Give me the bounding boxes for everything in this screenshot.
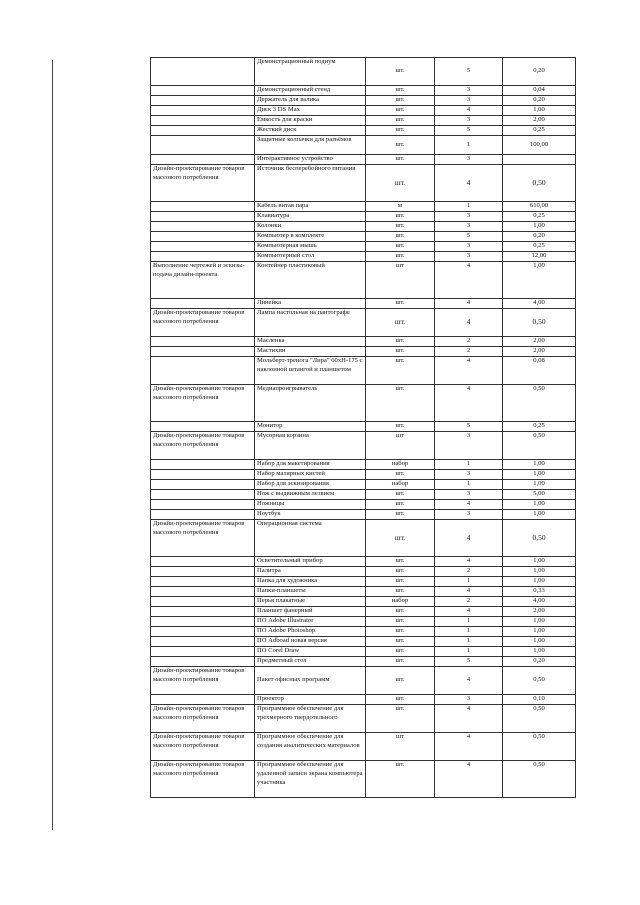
area-cell bbox=[151, 126, 255, 136]
value-cell: 1,00 bbox=[503, 647, 576, 657]
qty-cell: 1 bbox=[435, 647, 503, 657]
table-row bbox=[151, 202, 576, 212]
area-cell bbox=[151, 58, 255, 86]
table-row bbox=[151, 637, 576, 647]
area-cell bbox=[151, 617, 255, 627]
unit-cell: шт. bbox=[366, 136, 435, 155]
qty-cell: 4 bbox=[435, 106, 503, 116]
qty-cell: 4 bbox=[435, 262, 503, 299]
unit-cell: шт. bbox=[366, 567, 435, 577]
item-cell: Мусорная корзина bbox=[255, 432, 366, 460]
value-cell: 1,00 bbox=[503, 627, 576, 637]
qty-cell: 3 bbox=[435, 242, 503, 252]
unit-cell: шт. bbox=[366, 116, 435, 126]
value-cell: 1,00 bbox=[503, 106, 576, 116]
table-row bbox=[151, 347, 576, 357]
item-cell: Предметный стол bbox=[255, 657, 366, 667]
qty-cell: 1 bbox=[435, 627, 503, 637]
unit-cell: шт bbox=[366, 733, 435, 761]
qty-cell: 4 bbox=[435, 761, 503, 798]
table-row bbox=[151, 500, 576, 510]
value-cell: 0,25 bbox=[503, 242, 576, 252]
table-row bbox=[151, 460, 576, 470]
qty-cell: 5 bbox=[435, 657, 503, 667]
qty-cell: 4 bbox=[435, 385, 503, 422]
area-cell: Дизайн-проектирование товаров массового потребления bbox=[151, 667, 255, 695]
area-cell bbox=[151, 222, 255, 232]
qty-cell: 2 bbox=[435, 337, 503, 347]
unit-cell: шт. bbox=[366, 587, 435, 597]
qty-cell: 3 bbox=[435, 116, 503, 126]
value-cell: 5,00 bbox=[503, 490, 576, 500]
qty-cell: 3 bbox=[435, 490, 503, 500]
qty-cell: 1 bbox=[435, 480, 503, 490]
area-cell bbox=[151, 647, 255, 657]
table-row bbox=[151, 222, 576, 232]
unit-cell: шт bbox=[366, 432, 435, 460]
area-cell bbox=[151, 422, 255, 432]
qty-cell: 3 bbox=[435, 252, 503, 262]
table-row bbox=[151, 657, 576, 667]
qty-cell: 1 bbox=[435, 577, 503, 587]
table-row bbox=[151, 733, 576, 761]
qty-cell: 1 bbox=[435, 202, 503, 212]
qty-cell: 3 bbox=[435, 155, 503, 165]
item-cell: ПО Adboad новая версия bbox=[255, 637, 366, 647]
unit-cell: шт. bbox=[366, 357, 435, 385]
unit-cell: набор bbox=[366, 460, 435, 470]
item-cell: Осветительный прибор bbox=[255, 557, 366, 567]
value-cell: 0,33 bbox=[503, 587, 576, 597]
unit-cell: м bbox=[366, 202, 435, 212]
area-cell bbox=[151, 106, 255, 116]
area-cell bbox=[151, 480, 255, 490]
item-cell: Лампа настольная на пантографе bbox=[255, 309, 366, 337]
value-cell: 0,25 bbox=[503, 126, 576, 136]
unit-cell: шт. bbox=[366, 422, 435, 432]
area-cell bbox=[151, 155, 255, 165]
value-cell: 0,50 bbox=[503, 432, 576, 460]
unit-cell: шт. bbox=[366, 607, 435, 617]
item-cell: Ноутбук bbox=[255, 510, 366, 520]
value-cell: 0,50 bbox=[503, 761, 576, 798]
qty-cell: 3 bbox=[435, 86, 503, 96]
qty-cell: 4 bbox=[435, 733, 503, 761]
qty-cell: 2 bbox=[435, 347, 503, 357]
unit-cell: шт. bbox=[366, 637, 435, 647]
qty-cell: 5 bbox=[435, 422, 503, 432]
item-cell: Папки-планшеты bbox=[255, 587, 366, 597]
value-cell: 0,50 bbox=[503, 309, 576, 337]
qty-cell: 1 bbox=[435, 637, 503, 647]
area-cell: Дизайн-проектирование товаров массового потребления bbox=[151, 432, 255, 460]
item-cell: Программное обеспечение для удаленной записи экрана компьютера участника bbox=[255, 761, 366, 798]
item-cell: Источник бесперебойного питания bbox=[255, 165, 366, 202]
value-cell: 100,00 bbox=[503, 136, 576, 155]
table-row bbox=[151, 422, 576, 432]
area-cell bbox=[151, 695, 255, 705]
value-cell: 0,20 bbox=[503, 58, 576, 86]
area-cell: Дизайн-проектирование товаров массового потребления bbox=[151, 385, 255, 422]
unit-cell: шт. bbox=[366, 126, 435, 136]
item-cell: Программное обеспечение для создания аналитических материалов bbox=[255, 733, 366, 761]
qty-cell: 2 bbox=[435, 567, 503, 577]
value-cell: 2,00 bbox=[503, 347, 576, 357]
qty-cell: 4 bbox=[435, 500, 503, 510]
value-cell: 1,00 bbox=[503, 480, 576, 490]
qty-cell: 4 bbox=[435, 705, 503, 733]
area-cell bbox=[151, 212, 255, 222]
item-cell: Клавиатура bbox=[255, 212, 366, 222]
table-row bbox=[151, 212, 576, 222]
table-row bbox=[151, 520, 576, 557]
area-cell bbox=[151, 202, 255, 212]
unit-cell: шт. bbox=[366, 155, 435, 165]
table-row bbox=[151, 617, 576, 627]
item-cell: Емкость для краски bbox=[255, 116, 366, 126]
area-cell: Дизайн-проектирование товаров массового потребления bbox=[151, 520, 255, 557]
unit-cell: шт. bbox=[366, 86, 435, 96]
area-cell bbox=[151, 470, 255, 480]
item-cell: Нож с выдвижным лезвием bbox=[255, 490, 366, 500]
value-cell: 0,20 bbox=[503, 96, 576, 106]
item-cell: Планшет фанерный bbox=[255, 607, 366, 617]
area-cell bbox=[151, 252, 255, 262]
table-row bbox=[151, 490, 576, 500]
unit-cell: шт. bbox=[366, 242, 435, 252]
area-cell bbox=[151, 500, 255, 510]
area-cell bbox=[151, 577, 255, 587]
item-cell: Компьютерная мышь bbox=[255, 242, 366, 252]
value-cell: 0,25 bbox=[503, 422, 576, 432]
qty-cell: 2 bbox=[435, 597, 503, 607]
value-cell: 0,50 bbox=[503, 385, 576, 422]
area-cell bbox=[151, 637, 255, 647]
item-cell: Набор для эскизирования bbox=[255, 480, 366, 490]
table-row bbox=[151, 577, 576, 587]
item-cell: Перья плакатные bbox=[255, 597, 366, 607]
area-cell bbox=[151, 567, 255, 577]
equipment-table bbox=[150, 57, 576, 798]
value-cell: 1,00 bbox=[503, 460, 576, 470]
qty-cell: 5 bbox=[435, 232, 503, 242]
table-row bbox=[151, 567, 576, 577]
table-row bbox=[151, 667, 576, 695]
value-cell: 1,00 bbox=[503, 262, 576, 299]
unit-cell: шт. bbox=[366, 385, 435, 422]
value-cell: 1,00 bbox=[503, 500, 576, 510]
item-cell: Набор малярных кистей bbox=[255, 470, 366, 480]
qty-cell: 4 bbox=[435, 357, 503, 385]
unit-cell: шт. bbox=[366, 627, 435, 637]
unit-cell: шт. bbox=[366, 96, 435, 106]
unit-cell: шт. bbox=[366, 705, 435, 733]
value-cell: 0,50 bbox=[503, 520, 576, 557]
unit-cell: шт. bbox=[366, 252, 435, 262]
value-cell: 4,00 bbox=[503, 597, 576, 607]
item-cell: Демонстрационный стенд bbox=[255, 86, 366, 96]
unit-cell: шт. bbox=[366, 212, 435, 222]
unit-cell: шт. bbox=[366, 299, 435, 309]
item-cell: ПО Adobe Illustrator bbox=[255, 617, 366, 627]
table-row bbox=[151, 232, 576, 242]
area-cell bbox=[151, 510, 255, 520]
value-cell: 1,00 bbox=[503, 510, 576, 520]
table-row bbox=[151, 155, 576, 165]
area-cell: Выполнение чертежей и эскизы-подача дизайн-проекта bbox=[151, 262, 255, 299]
item-cell: Держатель для валика bbox=[255, 96, 366, 106]
value-cell: 0,50 bbox=[503, 733, 576, 761]
qty-cell: 3 bbox=[435, 695, 503, 705]
value-cell: 0,25 bbox=[503, 212, 576, 222]
value-cell: 0,20 bbox=[503, 657, 576, 667]
table-row bbox=[151, 116, 576, 126]
value-cell: 2,00 bbox=[503, 337, 576, 347]
item-cell: ПО Adobe Photoshop bbox=[255, 627, 366, 637]
item-cell: Проектор bbox=[255, 695, 366, 705]
item-cell: Защитные колпачки для разъёмов bbox=[255, 136, 366, 155]
item-cell: Операционная система bbox=[255, 520, 366, 557]
value-cell: 0,10 bbox=[503, 695, 576, 705]
table-row bbox=[151, 627, 576, 637]
unit-cell: шт. bbox=[366, 490, 435, 500]
area-cell bbox=[151, 607, 255, 617]
area-cell bbox=[151, 347, 255, 357]
unit-cell: шт. bbox=[366, 337, 435, 347]
table-row bbox=[151, 357, 576, 385]
item-cell: Линейка bbox=[255, 299, 366, 309]
unit-cell: шт. bbox=[366, 222, 435, 232]
value-cell: 1,00 bbox=[503, 222, 576, 232]
item-cell: Медиапроигрыватель bbox=[255, 385, 366, 422]
table-row bbox=[151, 480, 576, 490]
area-cell bbox=[151, 299, 255, 309]
item-cell: Монитор bbox=[255, 422, 366, 432]
area-cell bbox=[151, 557, 255, 567]
unit-cell: шт. bbox=[366, 695, 435, 705]
table-row bbox=[151, 58, 576, 86]
item-cell: Интерактивное устройство bbox=[255, 155, 366, 165]
area-cell: Дизайн-проектирование товаров массового потребления bbox=[151, 309, 255, 337]
item-cell: Ножницы bbox=[255, 500, 366, 510]
qty-cell: 4 bbox=[435, 587, 503, 597]
item-cell: Программное обеспечение для трехмерного твердотельного bbox=[255, 705, 366, 733]
value-cell: 610,00 bbox=[503, 202, 576, 212]
item-cell: Набор для макетирования bbox=[255, 460, 366, 470]
unit-cell: шт. bbox=[366, 617, 435, 627]
unit-cell: шт. bbox=[366, 577, 435, 587]
value-cell: 1,00 bbox=[503, 637, 576, 647]
item-cell: Колонки bbox=[255, 222, 366, 232]
table-row bbox=[151, 309, 576, 337]
unit-cell: шт. bbox=[366, 520, 435, 557]
qty-cell: 3 bbox=[435, 222, 503, 232]
table-row bbox=[151, 510, 576, 520]
value-cell: 0,50 bbox=[503, 705, 576, 733]
table-row bbox=[151, 607, 576, 617]
unit-cell: шт. bbox=[366, 470, 435, 480]
area-cell bbox=[151, 490, 255, 500]
qty-cell: 4 bbox=[435, 520, 503, 557]
table-row bbox=[151, 385, 576, 422]
area-cell bbox=[151, 357, 255, 385]
area-cell bbox=[151, 116, 255, 126]
area-cell bbox=[151, 136, 255, 155]
table-row bbox=[151, 695, 576, 705]
table-row bbox=[151, 337, 576, 347]
table-row bbox=[151, 262, 576, 299]
table-row bbox=[151, 587, 576, 597]
area-cell bbox=[151, 242, 255, 252]
item-cell: Контейнер пластиковый bbox=[255, 262, 366, 299]
qty-cell: 3 bbox=[435, 212, 503, 222]
table-row bbox=[151, 299, 576, 309]
qty-cell: 4 bbox=[435, 299, 503, 309]
qty-cell: 5 bbox=[435, 58, 503, 86]
unit-cell: шт. bbox=[366, 657, 435, 667]
unit-cell: шт bbox=[366, 262, 435, 299]
item-cell: ПО Corel Draw bbox=[255, 647, 366, 657]
unit-cell: шт. bbox=[366, 106, 435, 116]
value-cell: 2,00 bbox=[503, 116, 576, 126]
value-cell: 0,50 bbox=[503, 165, 576, 202]
qty-cell: 1 bbox=[435, 460, 503, 470]
qty-cell: 4 bbox=[435, 607, 503, 617]
table-row bbox=[151, 557, 576, 567]
qty-cell: 3 bbox=[435, 510, 503, 520]
qty-cell: 4 bbox=[435, 309, 503, 337]
value-cell: 0,04 bbox=[503, 86, 576, 96]
unit-cell: шт. bbox=[366, 58, 435, 86]
table-row bbox=[151, 470, 576, 480]
item-cell: Компьютер в комплекте bbox=[255, 232, 366, 242]
value-cell: 1,00 bbox=[503, 567, 576, 577]
table-row bbox=[151, 86, 576, 96]
item-cell: Кабель витая пара bbox=[255, 202, 366, 212]
item-cell: Мольберт-тренога "Лира" 60хН-175 с наклонной штангой и планшетом bbox=[255, 357, 366, 385]
unit-cell: шт. bbox=[366, 347, 435, 357]
unit-cell: шт. bbox=[366, 232, 435, 242]
qty-cell: 1 bbox=[435, 617, 503, 627]
area-cell bbox=[151, 460, 255, 470]
area-cell: Дизайн-проектирование товаров массового потребления bbox=[151, 705, 255, 733]
qty-cell: 4 bbox=[435, 667, 503, 695]
table-row bbox=[151, 96, 576, 106]
area-cell: Дизайн-проектирование товаров массового потребления bbox=[151, 165, 255, 202]
area-cell bbox=[151, 86, 255, 96]
item-cell: Палитра bbox=[255, 567, 366, 577]
qty-cell: 3 bbox=[435, 96, 503, 106]
item-cell: Мастихин bbox=[255, 347, 366, 357]
item-cell: Диск 3 DS Max bbox=[255, 106, 366, 116]
qty-cell: 3 bbox=[435, 432, 503, 460]
area-cell bbox=[151, 587, 255, 597]
value-cell: 4,00 bbox=[503, 299, 576, 309]
value-cell: 0,50 bbox=[503, 667, 576, 695]
area-cell bbox=[151, 337, 255, 347]
table-row bbox=[151, 252, 576, 262]
value-cell: 0,20 bbox=[503, 232, 576, 242]
value-cell: 1,00 bbox=[503, 470, 576, 480]
table-row bbox=[151, 705, 576, 733]
unit-cell: набор bbox=[366, 597, 435, 607]
unit-cell: шт. bbox=[366, 647, 435, 657]
unit-cell: шт. bbox=[366, 165, 435, 202]
area-cell: Дизайн-проектирование товаров массового потребления bbox=[151, 733, 255, 761]
value-cell bbox=[503, 155, 576, 165]
item-cell: Жесткий диск bbox=[255, 126, 366, 136]
value-cell: 1,00 bbox=[503, 557, 576, 567]
table-row bbox=[151, 761, 576, 798]
area-cell bbox=[151, 657, 255, 667]
unit-cell: шт. bbox=[366, 510, 435, 520]
item-cell: Пакет офисных программ bbox=[255, 667, 366, 695]
item-cell: Масленка bbox=[255, 337, 366, 347]
area-cell: Дизайн-проектирование товаров массового потребления bbox=[151, 761, 255, 798]
unit-cell: шт. bbox=[366, 761, 435, 798]
qty-cell: 5 bbox=[435, 126, 503, 136]
table-row bbox=[151, 647, 576, 657]
qty-cell: 4 bbox=[435, 557, 503, 567]
unit-cell: шт. bbox=[366, 557, 435, 567]
qty-cell: 4 bbox=[435, 165, 503, 202]
area-cell bbox=[151, 597, 255, 607]
qty-cell: 3 bbox=[435, 470, 503, 480]
table-row bbox=[151, 126, 576, 136]
table-row bbox=[151, 106, 576, 116]
value-cell: 1,00 bbox=[503, 617, 576, 627]
value-cell: 1,00 bbox=[503, 577, 576, 587]
table-row bbox=[151, 242, 576, 252]
unit-cell: шт. bbox=[366, 500, 435, 510]
table-row bbox=[151, 136, 576, 155]
unit-cell: шт. bbox=[366, 309, 435, 337]
table-row bbox=[151, 432, 576, 460]
unit-cell: набор bbox=[366, 480, 435, 490]
table-row bbox=[151, 597, 576, 607]
item-cell: Демонстрационный подиум bbox=[255, 58, 366, 86]
left-margin-line bbox=[52, 60, 53, 830]
unit-cell: шт. bbox=[366, 667, 435, 695]
value-cell: 2,00 bbox=[503, 607, 576, 617]
item-cell: Папка для художника bbox=[255, 577, 366, 587]
value-cell: 12,00 bbox=[503, 252, 576, 262]
area-cell bbox=[151, 96, 255, 106]
qty-cell: 1 bbox=[435, 136, 503, 155]
area-cell bbox=[151, 232, 255, 242]
table-row bbox=[151, 165, 576, 202]
item-cell: Компьютерный стол bbox=[255, 252, 366, 262]
area-cell bbox=[151, 627, 255, 637]
value-cell: 0,08 bbox=[503, 357, 576, 385]
